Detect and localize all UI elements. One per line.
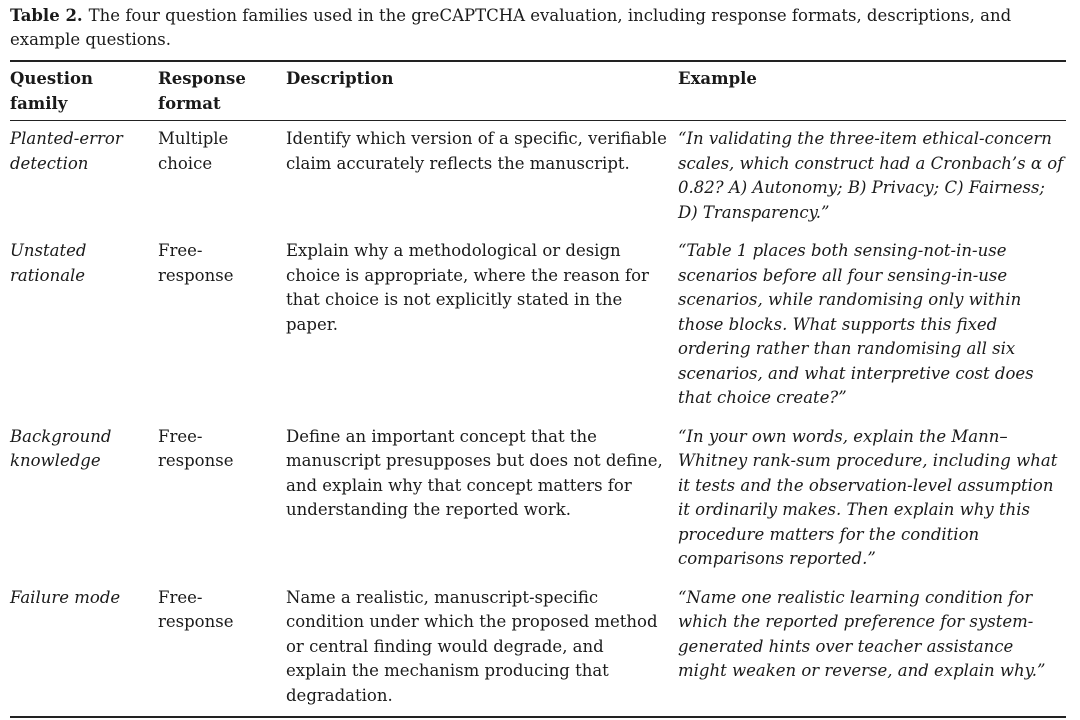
response-format-cell: Multiple choice	[158, 129, 229, 173]
question-family-cell: Unstated rationale	[10, 241, 87, 285]
table-caption	[10, 4, 1066, 52]
response-format-cell: Free-response	[158, 241, 234, 285]
header-example: Example	[678, 69, 757, 88]
example-cell: “Table 1 places both sensing-not-in-use scenarios before all four sensing-in-use scenarios, while randomising only within those blocks. What supports this fixed ordering rather than randomising all six scenarios, and what interpretive cost does that choice create?”	[678, 241, 1034, 407]
description-cell: Explain why a methodological or design choice is appropriate, where the reason for that choice is not explicitly stated in the paper.	[286, 241, 649, 334]
header-response-format: Response format	[158, 69, 246, 113]
table-row	[10, 121, 1066, 234]
table-page	[10, 4, 1066, 718]
table-header-row	[10, 61, 1066, 121]
header-description: Description	[286, 69, 394, 88]
question-family-cell: Failure mode	[10, 587, 121, 607]
table-row	[10, 580, 1066, 718]
description-cell: Name a realistic, manuscript-specific condition under which the proposed method or central finding would degrade, and explain the mechanism producing that degradation.	[286, 587, 658, 705]
description-cell: Identify which version of a specific, verifiable claim accurately reflects the manuscript.	[286, 129, 667, 173]
question-family-cell: Planted-error detection	[10, 129, 123, 173]
example-cell: “Name one realistic learning condition for which the reported preference for system-generated hints over teacher assistance might weaken or reverse, and explain why.”	[678, 587, 1046, 680]
description-cell: Define an important concept that the manuscript presupposes but does not define, and explain why that concept matters for understanding the reported work.	[286, 426, 663, 519]
question-families-table	[10, 60, 1066, 718]
question-family-cell: Background knowledge	[10, 426, 112, 470]
caption-text: The four question families used in the greCAPTCHA evaluation, including response formats, descriptions, and example questions.	[10, 6, 1012, 49]
table-row	[10, 233, 1066, 419]
response-format-cell: Free-response	[158, 426, 234, 470]
caption-label: Table 2.	[10, 6, 83, 25]
table-row	[10, 419, 1066, 580]
response-format-cell: Free-response	[158, 587, 234, 631]
header-question-family: Question family	[10, 69, 94, 113]
example-cell: “In validating the three-item ethical-concern scales, which construct had a Cronbach’s α of 0.82? A) Autonomy; B) Privacy; C) Fairness; D) Transparency.”	[678, 129, 1064, 222]
example-cell: “In your own words, explain the Mann–Whitney rank-sum procedure, including what it tests and the observation-level assumption it ordinarily makes. Then explain why this procedure matters for the condition comparisons reported.”	[678, 426, 1058, 568]
